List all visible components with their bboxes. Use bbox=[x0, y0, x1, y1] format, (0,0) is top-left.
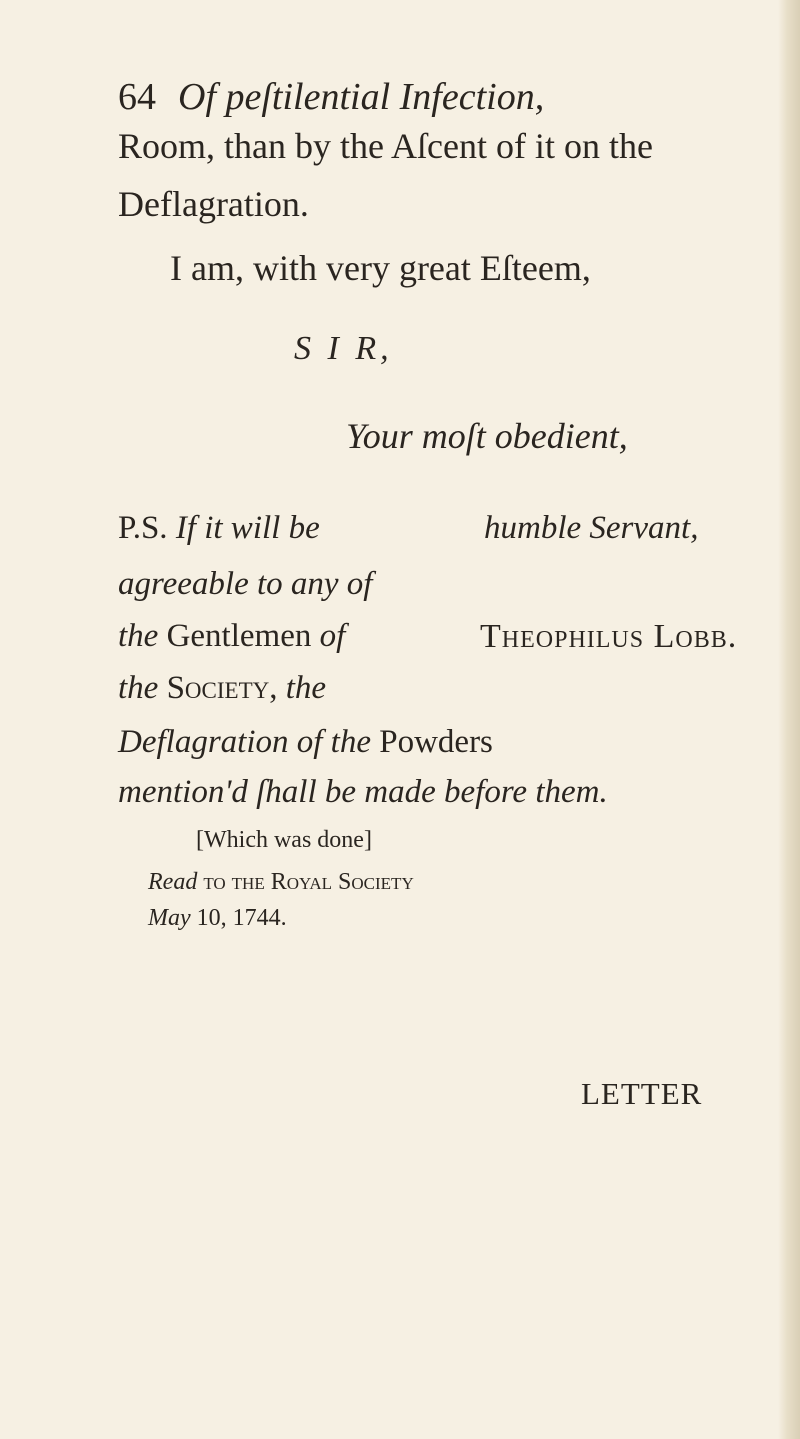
read-note-rest: to the Royal Society bbox=[197, 869, 414, 895]
postscript-line-5-b: Powders bbox=[370, 724, 493, 760]
bracket-note: [Which was done] bbox=[196, 827, 372, 853]
postscript-line-2: agreeable to any of bbox=[118, 566, 373, 602]
signature: Theophilus Lobb. bbox=[480, 618, 738, 655]
postscript-line-5 bbox=[118, 726, 493, 759]
postscript-line-3 bbox=[118, 620, 345, 653]
running-header bbox=[118, 78, 544, 116]
postscript-line-4-b: Society, bbox=[158, 670, 286, 706]
postscript-line-1 bbox=[118, 512, 320, 545]
salutation: S I R, bbox=[294, 330, 393, 367]
postscript-line-4 bbox=[118, 672, 326, 705]
postscript-line-5-a: Deflagration of the bbox=[118, 724, 371, 760]
body-line-1: Room, than by the Aſcent of it on the bbox=[118, 126, 653, 166]
postscript-label: P.S. bbox=[118, 510, 176, 546]
read-note bbox=[148, 870, 414, 894]
closing-humble: humble Servant, bbox=[484, 510, 699, 546]
running-title: Of peſtilential Infection, bbox=[178, 76, 545, 118]
postscript-line-3-c: of bbox=[319, 618, 346, 654]
postscript-line-6: mention'd ſhall be made before them. bbox=[118, 774, 608, 810]
postscript-line-4-c: the bbox=[285, 670, 327, 706]
read-date-rest: 10, 1744. bbox=[190, 905, 287, 931]
read-date bbox=[148, 906, 287, 930]
body-line-3: I am, with very great Eſteem, bbox=[170, 248, 591, 288]
body-line-2: Deflagration. bbox=[118, 184, 309, 224]
catchword: LETTER bbox=[581, 1076, 703, 1111]
closing-yours: Your moſt obedient, bbox=[346, 416, 628, 456]
read-date-month: May bbox=[148, 905, 191, 931]
page-number: 64 bbox=[118, 76, 156, 118]
postscript-line-3-b: Gentlemen bbox=[158, 618, 320, 654]
postscript-line-1-italic: If it will be bbox=[175, 510, 320, 546]
postscript-line-4-a: the bbox=[118, 670, 159, 706]
read-note-italic: Read bbox=[148, 869, 198, 895]
page-edge-shadow bbox=[778, 0, 800, 1439]
postscript-line-3-a: the bbox=[118, 618, 159, 654]
